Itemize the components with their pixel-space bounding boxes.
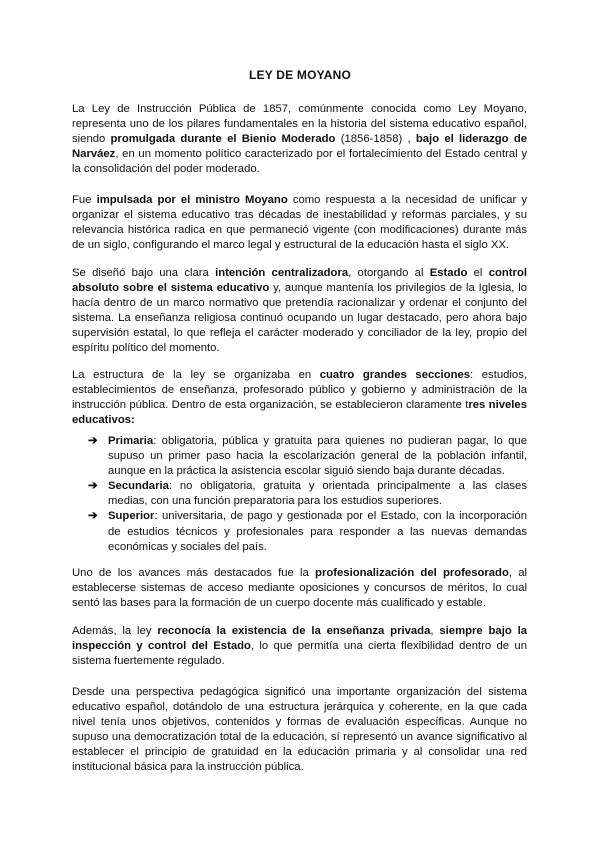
level-name: Superior (108, 510, 155, 523)
paragraph-intro (72, 102, 527, 177)
bold-run: res niveles educativos: (72, 399, 527, 427)
text-run: , lo que permitía una cierta flexibilidad dentro de un sistema fuertemente regulado. (72, 640, 527, 668)
paragraph-profesorado (72, 566, 527, 611)
list-item-secundaria (88, 479, 527, 509)
text-run: (1856-1858) , (335, 133, 416, 146)
paragraph-privada (72, 624, 527, 669)
bold-run: intención centralizadora (215, 267, 349, 279)
text-run: , en un momento político caracterizado por el fortalecimiento del Estado central y la consolidación del poder moderado. (72, 148, 527, 176)
bold-run: promulgada durante el Bienio Moderado (110, 133, 336, 146)
text-run: Uno de los avances más destacados fue la (72, 567, 316, 579)
bold-run: siempre bajo la inspección y control del Estado (72, 625, 528, 653)
bold-run: cuatro grandes secciones (319, 369, 471, 381)
arrow-right-icon: ➔ (88, 480, 98, 493)
level-text: : no obligatoria, gratuita y orientada principalmente a las clases medias, con una función preparatoria para los estudios superiores. (108, 480, 527, 508)
text-run: Desde una perspectiva pedagógica significó una importante organización del sistema educativo español, dotándolo de una estructura jerárquica y coherente, en la que cada nivel tenía unos objetivos, contenidos y formas de evaluación específicas. Aunque no supuso una democratización total de la educación, sí representó un avance significativo al establecer el principio de gratuidad en la educación primaria y al consolidar una red institucional básica para la instrucción pública. (72, 686, 527, 774)
level-text: : universitaria, de pago y gestionada por el Estado, con la incorporación de estudios técnicos y profesionales para responder a las nuevas demandas económicas y sociales del país. (108, 510, 527, 553)
text-run: y, aunque mantenía los privilegios de la Iglesia, lo hacía dentro de un marco normativo que pretendía racionalizar y ordenar el conjunto del sistema. La enseñanza religiosa continuó ocupando un lugar destacado, pero ahora bajo supervisión estatal, lo que refleja el carácter moderado y conciliador de la ley, propio del espíritu político del momento. (72, 282, 528, 355)
text-run: , otorgando al (348, 267, 430, 279)
bold-run: Estado (429, 267, 468, 279)
text-run: el (467, 267, 489, 279)
bold-run: control absoluto sobre el sistema educativo (72, 267, 527, 295)
level-text: : obligatoria, pública y gratuita para quienes no pudieran pagar, lo que supuso un primer paso hacia la escolarización general de la población infantil, aunque en la práctica la asistencia escolar siguió siendo baja durante décadas. (108, 435, 527, 478)
text-run: Se diseñó bajo una clara (72, 267, 216, 279)
paragraph-pedagogica (72, 685, 527, 776)
text-run: : estudios, establecimientos de enseñanza, profesorado público y gobierno y administración de la instrucción pública. Dentro de esta organización, se establecieron claramente t (72, 369, 527, 412)
text-run: , (430, 625, 440, 637)
list-item-superior (88, 509, 527, 554)
paragraph-centralization (72, 266, 527, 357)
page-title: LEY DE MOYANO (249, 68, 351, 82)
paragraph-moyano (72, 193, 527, 253)
bold-run: bajo el liderazgo de Narváez (72, 133, 527, 161)
text-run: Además, la ley (72, 625, 158, 637)
list-item-primaria (88, 434, 527, 479)
text-run: , al establecerse sistemas de acceso mediante oposiciones y concursos de méritos, lo cual sentó las bases para la formación de un cuerpo docente más cualificado y estable. (72, 567, 527, 610)
bold-run: profesionalización del profesorado (315, 567, 509, 579)
level-name: Secundaria (108, 480, 169, 493)
text-run: La Ley de Instrucción Pública de 1857, comúnmente conocida como Ley Moyano, representa uno de los pilares fundamentales en la historia del sistema educativo español, siendo (72, 103, 527, 146)
paragraph-structure (72, 368, 527, 428)
arrow-right-icon: ➔ (88, 435, 98, 447)
levels-list (88, 434, 527, 555)
arrow-right-icon: ➔ (88, 510, 98, 523)
text-run: La estructura de la ley se organizaba en (72, 369, 320, 381)
bold-run: reconocía la existencia de la enseñanza privada (157, 625, 431, 637)
text-run: como respuesta a la necesidad de unificar y organizar el sistema educativo tras décadas de inestabilidad y reformas parciales, y su relevancia histórica radica en que permaneció vigente (con modificaciones) durante más de un siglo, configurando el marco legal y estructural de la educación hasta el siglo XX. (72, 194, 528, 252)
text-run: Fue (72, 194, 97, 206)
bold-run: impulsada por el ministro Moyano (96, 194, 288, 206)
level-name: Primaria (108, 435, 154, 447)
